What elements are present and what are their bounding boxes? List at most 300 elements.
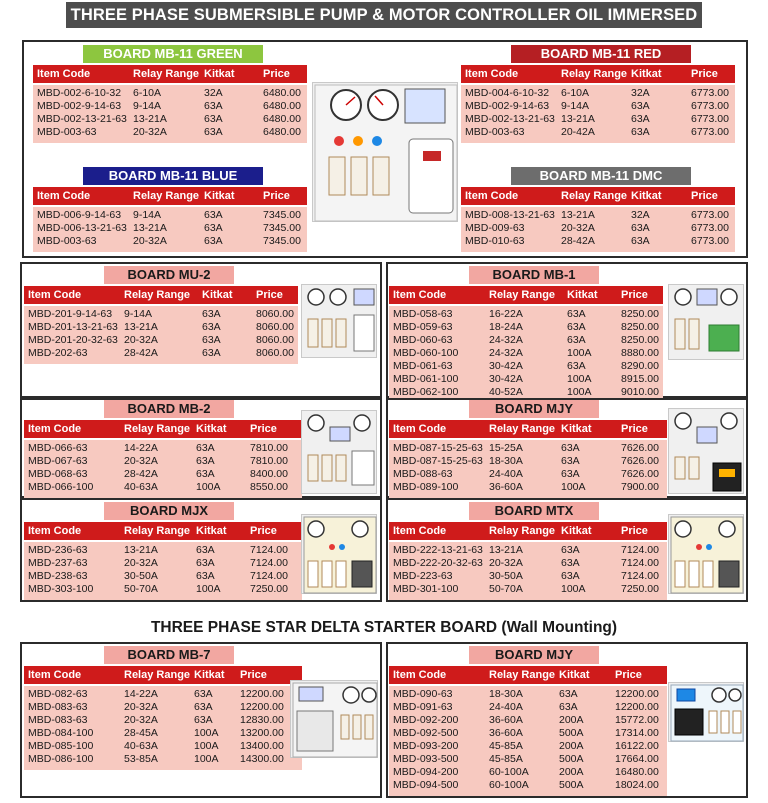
price: 7900.00 — [621, 481, 659, 493]
table-row — [33, 113, 307, 126]
board-mb11-dmc — [461, 167, 735, 252]
table-row — [33, 222, 307, 235]
table-row — [24, 714, 302, 727]
table-body — [389, 306, 663, 403]
relay-range: 13-21A — [561, 209, 595, 221]
table-row — [389, 701, 667, 714]
item-code: MBD-059-63 — [393, 321, 453, 333]
relay-range: 60-100A — [489, 766, 529, 778]
relay-range: 28-42A — [561, 235, 595, 247]
kitkat: 63A — [561, 468, 580, 480]
item-code: MBD-222-20-32-63 — [393, 557, 483, 569]
mb1-product-photo — [668, 284, 744, 360]
table-row — [389, 688, 667, 701]
table-header — [389, 286, 663, 304]
item-code: MBD-093-200 — [393, 740, 459, 752]
relay-range: 30-42A — [489, 360, 523, 372]
kitkat: 63A — [561, 442, 580, 454]
table-header — [389, 522, 667, 540]
kitkat: 100A — [194, 740, 219, 752]
relay-range: 24-32A — [489, 347, 523, 359]
kitkat: 63A — [194, 688, 213, 700]
kitkat: 100A — [196, 481, 221, 493]
column-header: Relay Range — [561, 190, 628, 202]
relay-range: 20-32A — [133, 235, 167, 247]
table-row — [24, 455, 302, 468]
table-row — [33, 209, 307, 222]
column-header: Kitkat — [204, 68, 235, 80]
column-header: Kitkat — [631, 68, 662, 80]
price: 8250.00 — [621, 321, 659, 333]
relay-range: 6-10A — [133, 87, 162, 99]
column-header: Price — [621, 423, 648, 435]
relay-range: 13-21A — [133, 222, 167, 234]
kitkat: 63A — [561, 544, 580, 556]
kitkat: 63A — [202, 334, 221, 346]
table-row — [389, 570, 667, 583]
column-header: Relay Range — [489, 289, 556, 301]
table-row — [461, 126, 735, 139]
kitkat: 63A — [196, 455, 215, 467]
table-header — [461, 187, 735, 205]
relay-range: 30-42A — [489, 373, 523, 385]
table-row — [24, 544, 302, 557]
board-mjy — [389, 400, 667, 496]
table-row — [389, 779, 667, 792]
relay-range: 40-52A — [489, 386, 523, 398]
item-code: MBD-002-6-10-32 — [37, 87, 122, 99]
page-title: THREE PHASE SUBMERSIBLE PUMP & MOTOR CONTROLLER OIL IMMERSED — [66, 2, 702, 28]
price: 7626.00 — [621, 468, 659, 480]
table-body — [24, 686, 302, 770]
kitkat: 63A — [561, 570, 580, 582]
item-code: MBD-084-100 — [28, 727, 94, 739]
kitkat: 100A — [567, 373, 592, 385]
price: 6773.00 — [691, 209, 729, 221]
relay-range: 36-60A — [489, 481, 523, 493]
table-row — [33, 100, 307, 113]
relay-range: 28-42A — [124, 347, 158, 359]
item-code: MBD-066-63 — [28, 442, 88, 454]
mb2-product-photo — [301, 410, 377, 494]
mb11-product-photo — [312, 82, 458, 222]
price: 12200.00 — [240, 701, 284, 713]
relay-range: 20-32A — [124, 334, 158, 346]
price: 7250.00 — [621, 583, 659, 595]
price: 7345.00 — [263, 209, 301, 221]
table-row — [24, 481, 302, 494]
column-header: Relay Range — [124, 669, 191, 681]
panel-illustration — [302, 411, 378, 495]
relay-range: 30-50A — [124, 570, 158, 582]
relay-range: 20-32A — [489, 557, 523, 569]
table-body — [389, 686, 667, 796]
column-header: Price — [240, 669, 267, 681]
column-header: Price — [621, 525, 648, 537]
item-code: MBD-006-9-14-63 — [37, 209, 122, 221]
price: 13400.00 — [240, 740, 284, 752]
panel-illustration — [669, 285, 745, 361]
column-header: Kitkat — [202, 289, 233, 301]
item-code: MBD-201-13-21-63 — [28, 321, 118, 333]
column-header: Relay Range — [124, 423, 191, 435]
table-row — [24, 701, 302, 714]
control-panel-illustration — [313, 83, 459, 223]
table-header — [389, 666, 667, 684]
table-row — [389, 373, 663, 386]
kitkat: 63A — [204, 100, 223, 112]
price: 16122.00 — [615, 740, 659, 752]
price: 12200.00 — [615, 701, 659, 713]
column-header: Item Code — [28, 525, 82, 537]
price: 8550.00 — [250, 481, 288, 493]
item-code: MBD-237-63 — [28, 557, 88, 569]
relay-range: 24-40A — [489, 701, 523, 713]
kitkat: 63A — [204, 222, 223, 234]
price: 12200.00 — [615, 688, 659, 700]
price: 15772.00 — [615, 714, 659, 726]
table-row — [461, 222, 735, 235]
item-code: MBD-062-100 — [393, 386, 459, 398]
column-header: Price — [263, 68, 290, 80]
relay-range: 9-14A — [561, 100, 590, 112]
price: 8250.00 — [621, 334, 659, 346]
kitkat: 200A — [559, 714, 584, 726]
relay-range: 28-42A — [124, 468, 158, 480]
table-header — [33, 187, 307, 205]
table-row — [389, 740, 667, 753]
item-code: MBD-008-13-21-63 — [465, 209, 555, 221]
price: 8060.00 — [256, 347, 294, 359]
table-row — [461, 235, 735, 248]
kitkat: 63A — [631, 126, 650, 138]
table-row — [461, 209, 735, 222]
relay-range: 13-21A — [124, 321, 158, 333]
column-header: Price — [250, 423, 277, 435]
item-code: MBD-006-13-21-63 — [37, 222, 127, 234]
item-code: MBD-085-100 — [28, 740, 94, 752]
item-code: MBD-003-63 — [37, 235, 97, 247]
table-row — [33, 235, 307, 248]
item-code: MBD-094-500 — [393, 779, 459, 791]
kitkat: 63A — [196, 570, 215, 582]
item-code: MBD-088-63 — [393, 468, 453, 480]
table-row — [461, 113, 735, 126]
kitkat: 63A — [567, 334, 586, 346]
kitkat: 63A — [567, 308, 586, 320]
table-body — [461, 85, 735, 143]
kitkat: 500A — [559, 779, 584, 791]
column-header: Price — [621, 289, 648, 301]
price: 7124.00 — [621, 544, 659, 556]
relay-range: 50-70A — [124, 583, 158, 595]
column-header: Kitkat — [631, 190, 662, 202]
relay-range: 60-100A — [489, 779, 529, 791]
table-body — [389, 440, 667, 498]
board-title: BOARD MB-7 — [104, 646, 234, 664]
panel-illustration — [302, 515, 378, 595]
item-code: MBD-087-15-25-63 — [393, 455, 483, 467]
column-header: Kitkat — [567, 289, 598, 301]
mjy-product-photo — [668, 408, 744, 494]
table-row — [24, 570, 302, 583]
table-row — [24, 583, 302, 596]
column-header: Item Code — [28, 423, 82, 435]
kitkat: 63A — [559, 701, 578, 713]
table-row — [33, 126, 307, 139]
panel-illustration — [291, 681, 379, 759]
mu2-product-photo — [301, 284, 377, 358]
price: 7810.00 — [250, 442, 288, 454]
table-row — [389, 455, 667, 468]
price: 7124.00 — [621, 557, 659, 569]
price: 7124.00 — [250, 544, 288, 556]
price: 7250.00 — [250, 583, 288, 595]
board-title: BOARD MJY — [469, 646, 599, 664]
item-code: MBD-009-63 — [465, 222, 525, 234]
kitkat: 63A — [561, 557, 580, 569]
relay-range: 9-14A — [124, 308, 153, 320]
board-mb7 — [24, 646, 302, 772]
kitkat: 200A — [559, 766, 584, 778]
column-header: Price — [263, 190, 290, 202]
item-code: MBD-082-63 — [28, 688, 88, 700]
relay-range: 20-32A — [561, 222, 595, 234]
item-code: MBD-010-63 — [465, 235, 525, 247]
relay-range: 20-32A — [124, 455, 158, 467]
item-code: MBD-301-100 — [393, 583, 459, 595]
board-mb11-blue — [33, 167, 307, 252]
price: 7626.00 — [621, 442, 659, 454]
price: 7810.00 — [250, 455, 288, 467]
table-row — [24, 347, 298, 360]
kitkat: 63A — [202, 308, 221, 320]
column-header: Kitkat — [559, 669, 590, 681]
mjx-product-photo — [301, 514, 377, 594]
relay-range: 20-42A — [561, 126, 595, 138]
table-header — [461, 65, 735, 83]
relay-range: 28-45A — [124, 727, 158, 739]
relay-range: 15-25A — [489, 442, 523, 454]
price: 17664.00 — [615, 753, 659, 765]
table-header — [24, 286, 298, 304]
table-row — [389, 334, 663, 347]
price: 6773.00 — [691, 235, 729, 247]
kitkat: 63A — [567, 360, 586, 372]
mtx-product-photo — [668, 514, 744, 594]
item-code: MBD-083-63 — [28, 701, 88, 713]
price: 7124.00 — [250, 570, 288, 582]
relay-range: 53-85A — [124, 753, 158, 765]
relay-range: 45-85A — [489, 753, 523, 765]
price: 6773.00 — [691, 100, 729, 112]
item-code: MBD-089-100 — [393, 481, 459, 493]
price: 12830.00 — [240, 714, 284, 726]
table-row — [24, 334, 298, 347]
table-row — [389, 481, 667, 494]
board-mjx — [24, 502, 302, 598]
table-row — [24, 727, 302, 740]
price: 7124.00 — [250, 557, 288, 569]
table-body — [24, 440, 302, 498]
panel-illustration — [669, 515, 745, 595]
table-header — [389, 420, 667, 438]
item-code: MBD-003-63 — [37, 126, 97, 138]
table-row — [389, 468, 667, 481]
price: 16480.00 — [615, 766, 659, 778]
price: 9010.00 — [621, 386, 659, 398]
panel-illustration — [669, 683, 745, 743]
board-title: BOARD MTX — [469, 502, 599, 520]
item-code: MBD-223-63 — [393, 570, 453, 582]
price: 18024.00 — [615, 779, 659, 791]
board-title: BOARD MB-11 DMC — [511, 167, 691, 185]
relay-range: 36-60A — [489, 727, 523, 739]
relay-range: 20-32A — [124, 701, 158, 713]
relay-range: 9-14A — [133, 209, 162, 221]
board-mjy-star-delta — [389, 646, 667, 796]
column-header: Kitkat — [196, 423, 227, 435]
relay-range: 13-21A — [124, 544, 158, 556]
board-title: BOARD MB-1 — [469, 266, 599, 284]
board-title: BOARD MJY — [469, 400, 599, 418]
table-row — [24, 753, 302, 766]
price: 6773.00 — [691, 126, 729, 138]
mjy2-product-photo — [668, 682, 744, 742]
price: 8880.00 — [621, 347, 659, 359]
kitkat: 63A — [204, 126, 223, 138]
table-row — [33, 87, 307, 100]
column-header: Item Code — [393, 289, 447, 301]
price: 6480.00 — [263, 100, 301, 112]
column-header: Item Code — [28, 669, 82, 681]
board-title: BOARD MU-2 — [104, 266, 234, 284]
column-header: Kitkat — [204, 190, 235, 202]
column-header: Relay Range — [124, 525, 191, 537]
table-body — [389, 542, 667, 600]
item-code: MBD-086-100 — [28, 753, 94, 765]
price: 7124.00 — [621, 570, 659, 582]
item-code: MBD-002-9-14-63 — [465, 100, 550, 112]
item-code: MBD-236-63 — [28, 544, 88, 556]
board-title: BOARD MB-11 GREEN — [83, 45, 263, 63]
column-header: Item Code — [37, 190, 91, 202]
column-header: Item Code — [393, 525, 447, 537]
table-row — [389, 583, 667, 596]
section-title-star-delta: THREE PHASE STAR DELTA STARTER BOARD (Wall Mounting) — [150, 619, 618, 636]
column-header: Kitkat — [194, 669, 225, 681]
item-code: MBD-002-13-21-63 — [465, 113, 555, 125]
relay-range: 20-32A — [124, 714, 158, 726]
price: 6773.00 — [691, 87, 729, 99]
relay-range: 40-63A — [124, 481, 158, 493]
table-row — [389, 727, 667, 740]
column-header: Price — [256, 289, 283, 301]
column-header: Relay Range — [133, 68, 200, 80]
kitkat: 63A — [631, 222, 650, 234]
kitkat: 63A — [631, 100, 650, 112]
kitkat: 100A — [561, 481, 586, 493]
column-header: Item Code — [465, 190, 519, 202]
item-code: MBD-202-63 — [28, 347, 88, 359]
kitkat: 100A — [194, 753, 219, 765]
kitkat: 200A — [559, 740, 584, 752]
item-code: MBD-002-13-21-63 — [37, 113, 127, 125]
kitkat: 32A — [631, 87, 650, 99]
item-code: MBD-092-200 — [393, 714, 459, 726]
item-code: MBD-087-15-25-63 — [393, 442, 483, 454]
relay-range: 13-21A — [489, 544, 523, 556]
kitkat: 500A — [559, 727, 584, 739]
price: 7345.00 — [263, 235, 301, 247]
kitkat: 63A — [561, 455, 580, 467]
column-header: Price — [691, 190, 718, 202]
table-row — [24, 688, 302, 701]
item-code: MBD-093-500 — [393, 753, 459, 765]
panel-illustration — [669, 409, 745, 495]
relay-range: 24-32A — [489, 334, 523, 346]
table-row — [389, 308, 663, 321]
kitkat: 63A — [196, 468, 215, 480]
price: 8060.00 — [256, 334, 294, 346]
item-code: MBD-061-63 — [393, 360, 453, 372]
column-header: Item Code — [28, 289, 82, 301]
relay-range: 20-32A — [133, 126, 167, 138]
board-mb11-green — [33, 45, 307, 157]
kitkat: 63A — [196, 544, 215, 556]
relay-range: 50-70A — [489, 583, 523, 595]
item-code: MBD-201-9-14-63 — [28, 308, 113, 320]
relay-range: 16-22A — [489, 308, 523, 320]
panel-illustration — [302, 285, 378, 359]
column-header: Relay Range — [561, 68, 628, 80]
table-row — [24, 442, 302, 455]
kitkat: 100A — [196, 583, 221, 595]
table-row — [24, 557, 302, 570]
kitkat: 63A — [559, 688, 578, 700]
item-code: MBD-238-63 — [28, 570, 88, 582]
table-row — [389, 557, 667, 570]
table-row — [24, 308, 298, 321]
kitkat: 63A — [196, 557, 215, 569]
kitkat: 63A — [204, 113, 223, 125]
relay-range: 40-63A — [124, 740, 158, 752]
kitkat: 63A — [631, 113, 650, 125]
column-header: Price — [615, 669, 642, 681]
item-code: MBD-066-100 — [28, 481, 94, 493]
price: 13200.00 — [240, 727, 284, 739]
price: 14300.00 — [240, 753, 284, 765]
table-row — [389, 347, 663, 360]
table-body — [33, 85, 307, 143]
relay-range: 18-30A — [489, 688, 523, 700]
kitkat: 63A — [202, 321, 221, 333]
price: 8400.00 — [250, 468, 288, 480]
kitkat: 63A — [204, 209, 223, 221]
table-body — [33, 207, 307, 252]
board-mb1 — [389, 266, 663, 398]
item-code: MBD-061-100 — [393, 373, 459, 385]
kitkat: 63A — [202, 347, 221, 359]
item-code: MBD-201-20-32-63 — [28, 334, 118, 346]
table-row — [461, 100, 735, 113]
price: 6480.00 — [263, 87, 301, 99]
item-code: MBD-222-13-21-63 — [393, 544, 483, 556]
table-body — [24, 306, 298, 364]
price: 8915.00 — [621, 373, 659, 385]
table-header — [24, 666, 302, 684]
item-code: MBD-058-63 — [393, 308, 453, 320]
